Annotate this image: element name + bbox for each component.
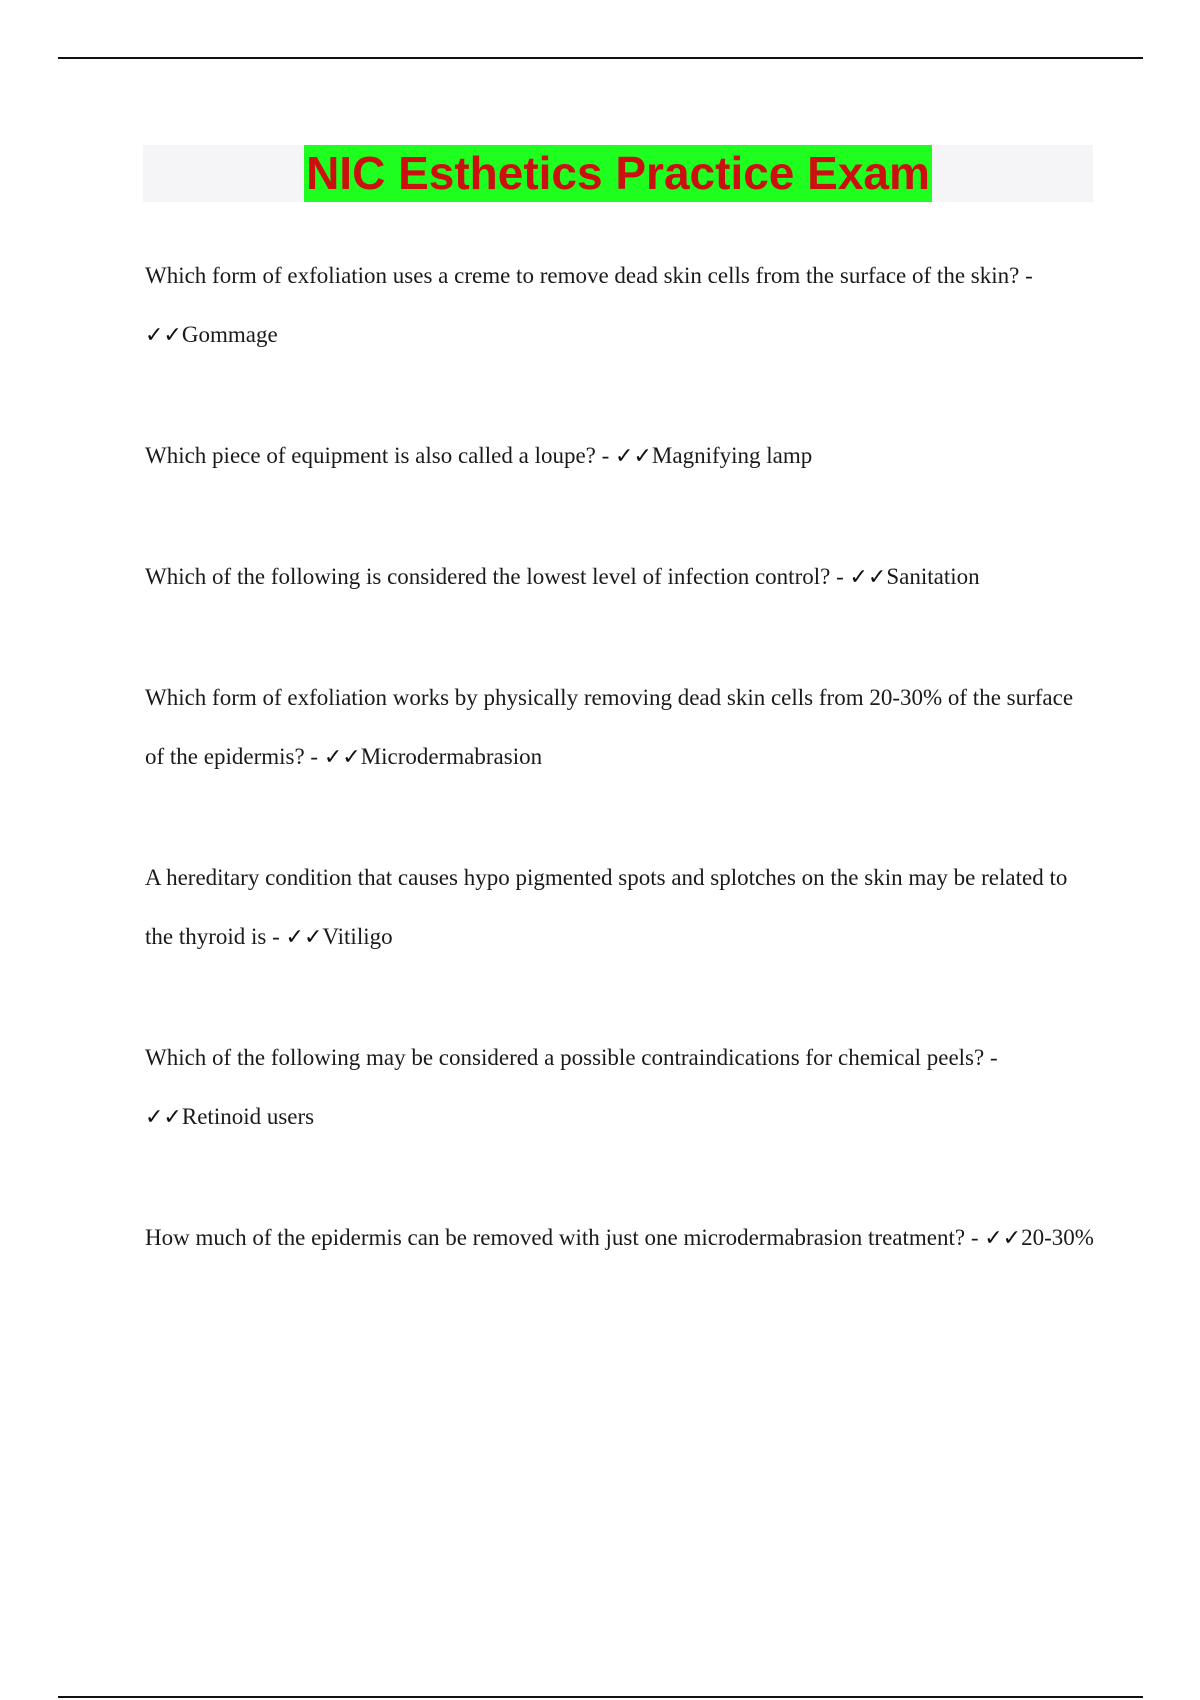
question-text: Which form of exfoliation works by physically removing dead skin cells from 20-30% of the surface of the epidermis? - [145, 685, 1074, 769]
question-text: A hereditary condition that causes hypo pigmented spots and splotches on the skin may be related to the thyroid is - [145, 865, 1068, 949]
double-check-icon: ✓✓ [984, 1226, 1022, 1251]
question-text: Which form of exfoliation uses a creme to remove dead skin cells from the surface of the skin? - [145, 263, 1033, 288]
qa-item-4 [145, 668, 1095, 787]
answer-text: 20-30% [1021, 1225, 1094, 1250]
answer-text: Retinoid users [181, 1104, 315, 1129]
answer-text: Gommage [181, 322, 278, 347]
double-check-icon: ✓✓ [849, 565, 887, 590]
qa-item-6 [145, 1028, 1095, 1147]
answer-text: Magnifying lamp [651, 443, 813, 468]
qa-item-3 [145, 547, 1095, 607]
question-text: Which of the following is considered the lowest level of infection control? - [145, 564, 844, 589]
question-text: Which piece of equipment is also called a loupe? - [145, 443, 610, 468]
qa-list [145, 246, 1095, 1268]
double-check-icon: ✓✓ [323, 745, 361, 770]
qa-item-7 [145, 1208, 1095, 1268]
bottom-rule [58, 1696, 1143, 1698]
answer-text: Microdermabrasion [360, 744, 543, 769]
qa-item-5 [145, 848, 1095, 967]
double-check-icon: ✓✓ [285, 925, 323, 950]
answer-text: Sanitation [886, 564, 980, 589]
double-check-icon: ✓✓ [615, 444, 652, 469]
qa-item-1 [145, 246, 1095, 365]
question-text: Which of the following may be considered a possible contraindications for chemical peels? - [145, 1045, 998, 1070]
question-text: How much of the epidermis can be removed with just one microdermabrasion treatment? - [145, 1225, 979, 1250]
double-check-icon: ✓✓ [145, 1105, 182, 1130]
title-band [143, 145, 1093, 202]
answer-text: Vitiligo [322, 924, 393, 949]
top-rule [58, 57, 1143, 59]
qa-item-2 [145, 426, 1095, 486]
page-title: NIC Esthetics Practice Exam [304, 145, 932, 202]
double-check-icon: ✓✓ [145, 323, 182, 348]
